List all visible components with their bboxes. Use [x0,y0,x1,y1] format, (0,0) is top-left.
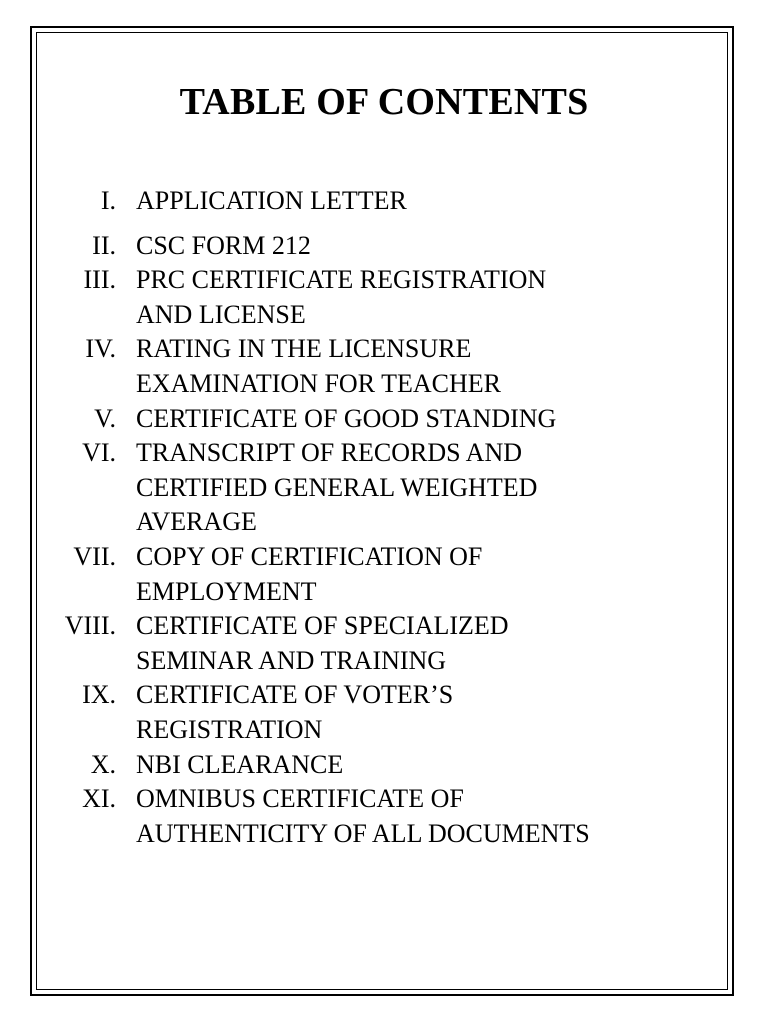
toc-entry-text: APPLICATION LETTER [136,186,407,215]
toc-entry-text: RATING IN THE LICENSURE EXAMINATION FOR TEACHER [136,334,501,398]
toc-entry-text: CERTIFICATE OF GOOD STANDING [136,403,557,433]
toc-entry [0,402,768,437]
page-title: TABLE OF CONTENTS [179,81,589,123]
toc-entry [0,436,768,540]
toc-entry [0,332,768,401]
toc-numeral: III. [83,265,116,295]
toc-entry-text: CERTIFICATE OF SPECIALIZED SEMINAR AND TRAINING [136,611,509,675]
toc-entry-text: CERTIFICATE OF VOTER’S REGISTRATION [136,680,454,744]
toc-entry [0,540,768,609]
toc-numeral: IX. [82,680,116,710]
toc-numeral: VII. [73,541,116,571]
toc-numeral: XI. [82,784,116,814]
toc-entry [0,782,768,851]
toc-entry [0,184,768,219]
toc-entry [0,748,768,783]
toc-entry-text: NBI CLEARANCE [136,749,344,779]
toc-numeral: VI. [82,438,116,468]
toc-list [0,184,768,851]
toc-numeral: II. [92,230,116,260]
toc-entry [0,609,768,678]
toc-entry-text: OMNIBUS CERTIFICATE OF AUTHENTICITY OF ALL DOCUMENTS [136,784,590,848]
toc-entry [0,229,768,264]
toc-numeral: VIII. [64,611,116,641]
toc-numeral: IV. [85,334,116,364]
toc-entry [0,263,768,332]
toc-entry-text: TRANSCRIPT OF RECORDS AND CERTIFIED GENERAL WEIGHTED AVERAGE [136,438,538,537]
toc-numeral: V. [94,403,116,433]
toc-numeral: X. [90,749,116,779]
toc-numeral: I. [100,186,116,215]
toc-entry-text: PRC CERTIFICATE REGISTRATION AND LICENSE [136,265,547,329]
toc-entry-text: CSC FORM 212 [136,230,311,260]
toc-entry-text: COPY OF CERTIFICATION OF EMPLOYMENT [136,541,483,606]
toc-entry [0,678,768,747]
